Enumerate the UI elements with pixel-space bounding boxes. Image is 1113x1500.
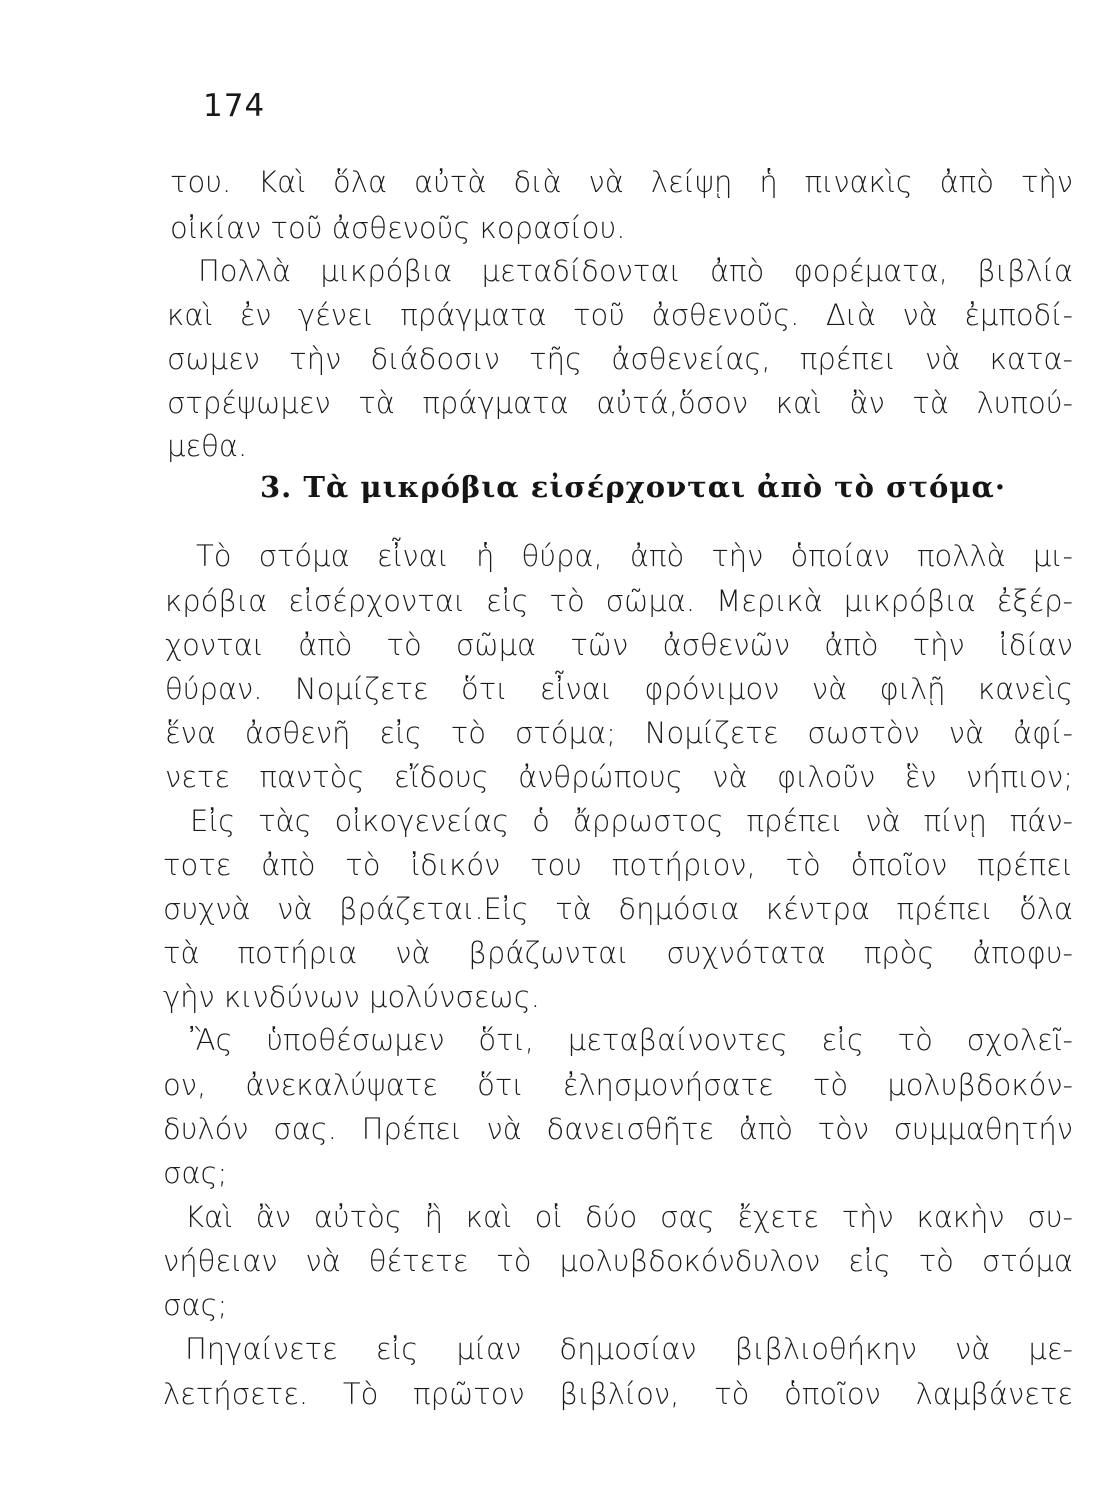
text-line: σας; (163, 1288, 228, 1322)
text-line: σας; (163, 1156, 228, 1190)
text-line: χονται ἀπὸ τὸ σῶμα τῶν ἀσθενῶν ἀπὸ τὴν ἰδίαν (165, 628, 1073, 662)
text-line: ἕνα ἀσθενῆ εἰς τὸ στόμα; Νομίζετε σωστὸν νὰ ἀφί- (165, 716, 1073, 750)
text-line: γὴν κινδύνων μολύνσεως. (163, 980, 540, 1014)
text-line: δυλόν σας. Πρέπει νὰ δανεισθῆτε ἀπὸ τὸν συμμαθητήν (163, 1112, 1073, 1146)
text-line: κρόβια εἰσέρχονται εἰς τὸ σῶμα. Μερικὰ μικρόβια ἐξέρ- (165, 584, 1073, 618)
section-heading: 3. Τὰ μικρόβια εἰσέρχονται ἀπὸ τὸ στόμα· (260, 470, 1006, 504)
text-line: τοτε ἀπὸ τὸ ἰδικόν του ποτήριον, τὸ ὁποῖον πρέπει (163, 848, 1073, 882)
text-line: οἰκίαν τοῦ ἀσθενοῦς κορασίου. (170, 211, 626, 245)
text-line: μεθα. (167, 429, 248, 463)
text-line: σωμεν τὴν διάδοσιν τῆς ἀσθενείας, πρέπει νὰ κατα- (167, 342, 1073, 376)
text-line: Εἰς τὰς οἰκογενείας ὁ ἄρρωστος πρέπει νὰ πίνῃ πάν- (190, 804, 1073, 838)
text-line: του. Καὶ ὅλα αὐτὰ διὰ νὰ λείψῃ ἡ πινακὶς ἀπὸ τὴν (170, 165, 1073, 199)
text-line: καὶ ἐν γένει πράγματα τοῦ ἀσθενοῦς. Διὰ νὰ ἐμποδί- (167, 298, 1073, 332)
text-line: στρέψωμεν τὰ πράγματα αὐτά,ὅσον καὶ ἂν τὰ λυπού- (167, 386, 1073, 420)
text-line: Πολλὰ μικρόβια μεταδίδονται ἀπὸ φορέματα, βιβλία (198, 254, 1073, 288)
text-line: τὰ ποτήρια νὰ βράζωνται συχνότατα πρὸς ἀποφυ- (163, 936, 1073, 970)
text-line: Τὸ στόμα εἶναι ἡ θύρα, ἀπὸ τὴν ὁποίαν πολλὰ μι- (196, 539, 1073, 573)
text-line: Καὶ ἂν αὐτὸς ἢ καὶ οἱ δύο σας ἔχετε τὴν κακὴν συ- (185, 1200, 1073, 1234)
text-line: συχνὰ νὰ βράζεται.Εἰς τὰ δημόσια κέντρα πρέπει ὅλα (163, 892, 1073, 926)
text-line: ον, ἀνεκαλύψατε ὅτι ἐλησμονήσατε τὸ μολυβδοκόν- (163, 1068, 1073, 1102)
page-number: 174 (203, 88, 266, 124)
text-line: Ἂς ὑποθέσωμεν ὅτι, μεταβαίνοντες εἰς τὸ σχολεῖ- (190, 1023, 1073, 1057)
text-line: Πηγαίνετε εἰς μίαν δημοσίαν βιβλιοθήκην νὰ με- (185, 1332, 1073, 1366)
text-line: θύραν. Νομίζετε ὅτι εἶναι φρόνιμον νὰ φιλῇ κανεὶς (165, 672, 1073, 706)
text-line: νετε παντὸς εἴδους ἀνθρώπους νὰ φιλοῦν ἓν νήπιον; (165, 760, 1073, 794)
text-line: νήθειαν νὰ θέτετε τὸ μολυβδοκόνδυλον εἰς τὸ στόμα (163, 1244, 1073, 1278)
text-line: λετήσετε. Τὸ πρῶτον βιβλίον, τὸ ὁποῖον λαμβάνετε (163, 1377, 1073, 1411)
